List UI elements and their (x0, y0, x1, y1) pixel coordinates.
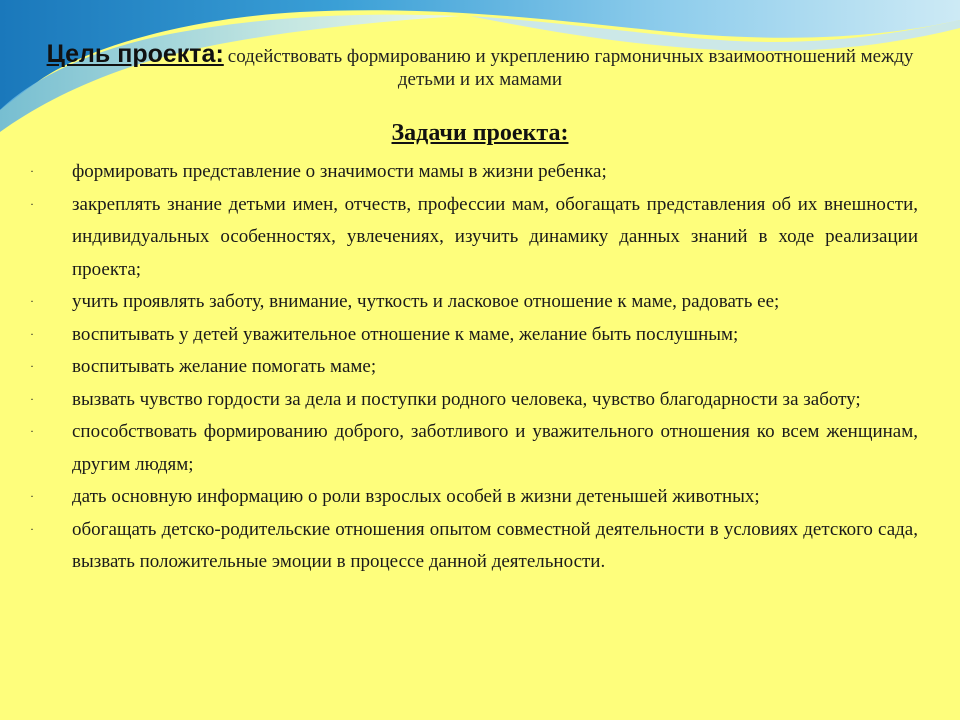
task-text: дать основную информацию о роли взрослых особей в жизни детенышей животных; (72, 486, 760, 507)
bullet-icon: · (30, 294, 34, 308)
bullet-icon: · (30, 164, 34, 178)
goal-label: Цель проекта: (46, 40, 224, 68)
task-item (30, 384, 918, 417)
task-item (30, 481, 918, 514)
bullet-icon: · (30, 359, 34, 373)
task-text: воспитывать у детей уважительное отношение к маме, желание быть послушным; (72, 323, 739, 345)
task-item (30, 286, 918, 319)
task-item (30, 156, 918, 189)
goal-text: содействовать формированию и укреплению гармоничных взаимоотношений между детьми и их мамами (227, 46, 914, 90)
task-item (30, 416, 918, 481)
task-text: способствовать формированию доброго, заботливого и уважительного отношения ко всем женщинам, другим людям; (72, 421, 918, 475)
tasks-list (30, 156, 918, 579)
task-text: формировать представление о значимости мамы в жизни ребенка; (72, 161, 607, 182)
bullet-icon: · (30, 391, 34, 406)
project-goal (40, 40, 920, 91)
task-text: обогащать детско-родительские отношения опытом совместной деятельности в условиях детского сада, вызвать положительные эмоции в процессе данной деятельности. (72, 518, 918, 572)
task-text: вызвать чувство гордости за дела и поступки родного человека, чувство благодарности за заботу; (72, 388, 861, 410)
task-item (30, 514, 918, 579)
task-item (30, 189, 918, 287)
task-text: учить проявлять заботу, внимание, чуткость и ласковое отношение к маме, радовать ее; (72, 291, 780, 312)
tasks-heading: Задачи проекта: (391, 120, 569, 146)
bullet-icon: · (30, 196, 34, 211)
bullet-icon: · (30, 326, 34, 341)
task-item (30, 319, 918, 352)
bullet-icon: · (30, 424, 34, 438)
bullet-icon: · (30, 521, 34, 536)
task-item (30, 351, 918, 384)
bullet-icon: · (30, 489, 34, 503)
task-text: воспитывать желание помогать маме; (72, 356, 377, 377)
task-text: закреплять знание детьми имен, отчеств, профессии мам, обогащать представления об их внешности, индивидуальных особенностях, увлечениях, изучить динамику данных знаний в ходе реализации проекта; (72, 193, 918, 280)
